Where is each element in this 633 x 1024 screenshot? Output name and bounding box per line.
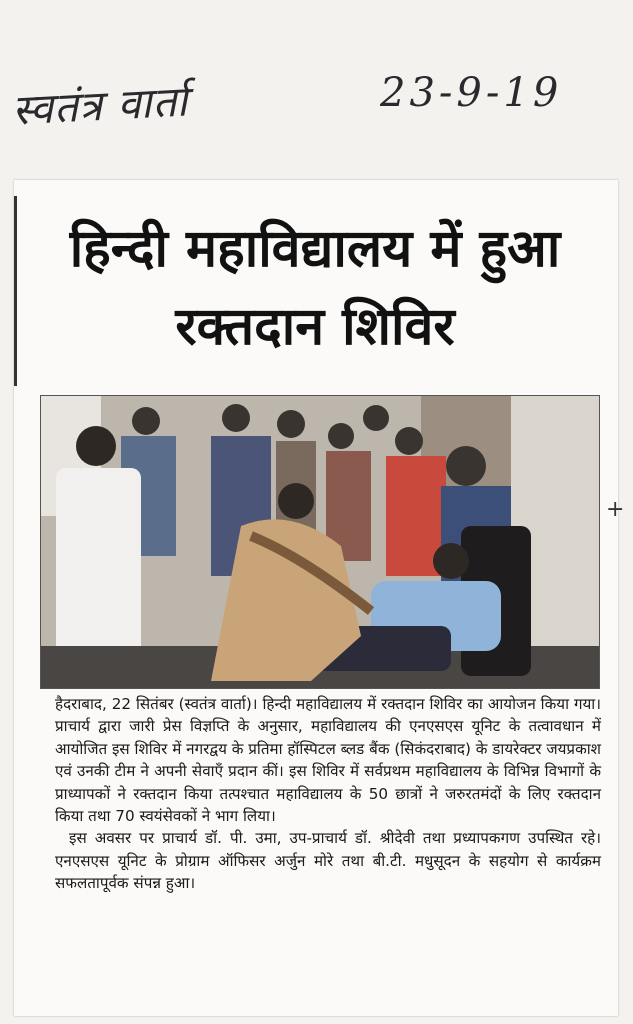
headline-line-2: रक्तदान शिविर [175,297,455,357]
handwritten-note [0,58,633,148]
photo-illustration [41,396,599,688]
handwritten-date: 23-9-19 [380,70,563,116]
plus-mark: + [606,497,625,522]
column-rule [14,196,17,386]
article-body [55,693,601,895]
article-paragraph-1: हैदराबाद, 22 सितंबर (स्वतंत्र वार्ता)। हिन्दी महाविद्यालय में रक्तदान शिविर का आयोजन किया गया। प्राचार्य द्वारा जारी प्रेस विज्ञप्ति के अनुसार, महाविद्यालय की एनएसएस यूनिट के तत्वावधान में आयोजित इस शिविर में नगरद्वय के प्रतिमा हॉस्पिटल ब्लड बैंक (सिकंदराबाद) के डायरेक्टर जयप्रकाश एवं उनकी टीम ने अपनी सेवाएँ प्रदान कीं। इस शिविर में सर्वप्रथम महाविद्यालय के विभिन्न विभागों के प्राध्यापकों ने रक्तदान किया तत्पश्चात महाविद्यालय के 50 छात्रों ने जरुरतमंदों के लिए रक्तदान किया तथा 70 स्वयंसेवकों ने भाग लिया। [55,695,601,826]
article-headline [20,210,610,366]
handwritten-newspaper-name: स्वतंत्र वार्ता [10,76,190,135]
article-photo [40,395,600,689]
headline-line-1: हिन्दी महाविद्यालय में हुआ [69,219,561,279]
article-paragraph-2: इस अवसर पर प्राचार्य डॉ. पी. उमा, उप-प्राचार्य डॉ. श्रीदेवी तथा प्रध्यापकगण उपस्थित रहे। एनएसएस यूनिट के प्रोग्राम ऑफिसर अर्जुन मोरे तथा बी.टी. मधुसूदन के सहयोग से कार्यक्रम सफलतापूर्वक संपन्न हुआ। [55,829,601,893]
